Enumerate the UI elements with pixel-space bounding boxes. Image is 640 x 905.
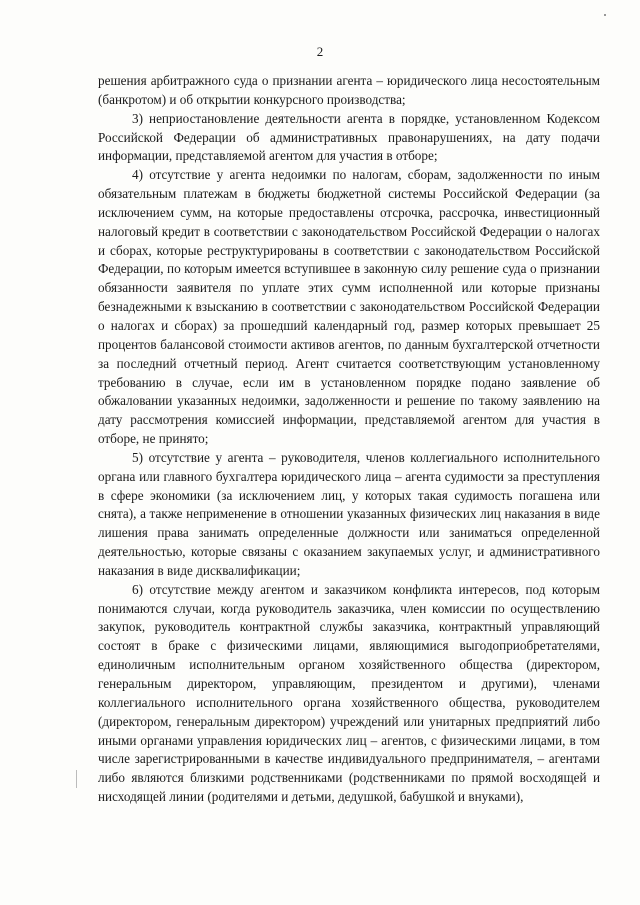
paragraph-continuation: решения арбитражного суда о признании агента – юридического лица несостоятельным (банкротом) и об открытии конкурсного производства;: [98, 73, 600, 107]
scan-mark: [604, 14, 606, 16]
paragraph-item-6: 6) отсутствие между агентом и заказчиком конфликта интересов, под которым понимаются случаи, когда руководитель заказчика, член комиссии по осуществлению закупок, руководитель контрактной службы заказчика, контрактный управляющий состоят в браке с физическими лицами, являющимися выгодоприобретателями, единоличным исполнительным органом хозяйственного общества (директором, генеральным директором, управляющим, президентом и другими), членами коллегиального исполнительного органа хозяйственного общества, руководителем (директором, генеральным директором) учреждений или унитарных предприятий либо иными органами управления юридических лиц – агентов, с физическими лицами, в том числе зарегистрированными в качестве индивидуального предпринимателя, – агентами либо являются близкими родственниками (родственниками по прямой восходящей и нисходящей линии (родителями и детьми, дедушкой, бабушкой и внуками),: [98, 581, 600, 805]
scan-mark: [76, 770, 77, 788]
page-number: 2: [316, 44, 324, 59]
paragraph-item-3: 3) неприостановление деятельности агента в порядке, установленном Кодексом Российской Федерации об административных правонарушениях, на дату подачи информации, представляемой агентом для участия в отборе;: [98, 110, 600, 164]
body-text: [98, 72, 600, 807]
paragraph-item-4: 4) отсутствие у агента недоимки по налогам, сборам, задолженности по иным обязательным платежам в бюджеты бюджетной системы Российской Федерации (за исключением сумм, на которые предоставлены отсрочка, рассрочка, инвестиционный налоговый кредит в соответствии с законодательством Российской Федерации о налогах и сборах, которые реструктурированы в соответствии с законодательством Российской Федерации, по которым имеется вступившее в законную силу решение суда о признании обязанности заявителя по уплате этих сумм исполненной или которые признаны безнадежными к взысканию в соответствии с законодательством Российской Федерации о налогах и сборах) за прошедший календарный год, размер которых превышает 25 процентов балансовой стоимости активов агентов, по данным бухгалтерской отчетности за последний отчетный период. Агент считается соответствующим установленному требованию в случае, если им в установленном порядке подано заявление об обжаловании указанных недоимки, задолженности и решение по такому заявлению на дату рассмотрения комиссией информации, представляемой агентом для участия в отборе, не принято;: [98, 167, 600, 447]
paragraph-item-5: 5) отсутствие у агента – руководителя, членов коллегиального исполнительного органа или главного бухгалтера юридического лица – агента судимости за преступления в сфере экономики (за исключением лиц, у которых такая судимость погашена или снята), а также неприменение в отношении указанных физических лиц наказания в виде лишения права занимать определенные должности или заниматься определенной деятельностью, которые связаны с оказанием закупаемых услуг, и административного наказания в виде дисквалификации;: [98, 449, 600, 578]
